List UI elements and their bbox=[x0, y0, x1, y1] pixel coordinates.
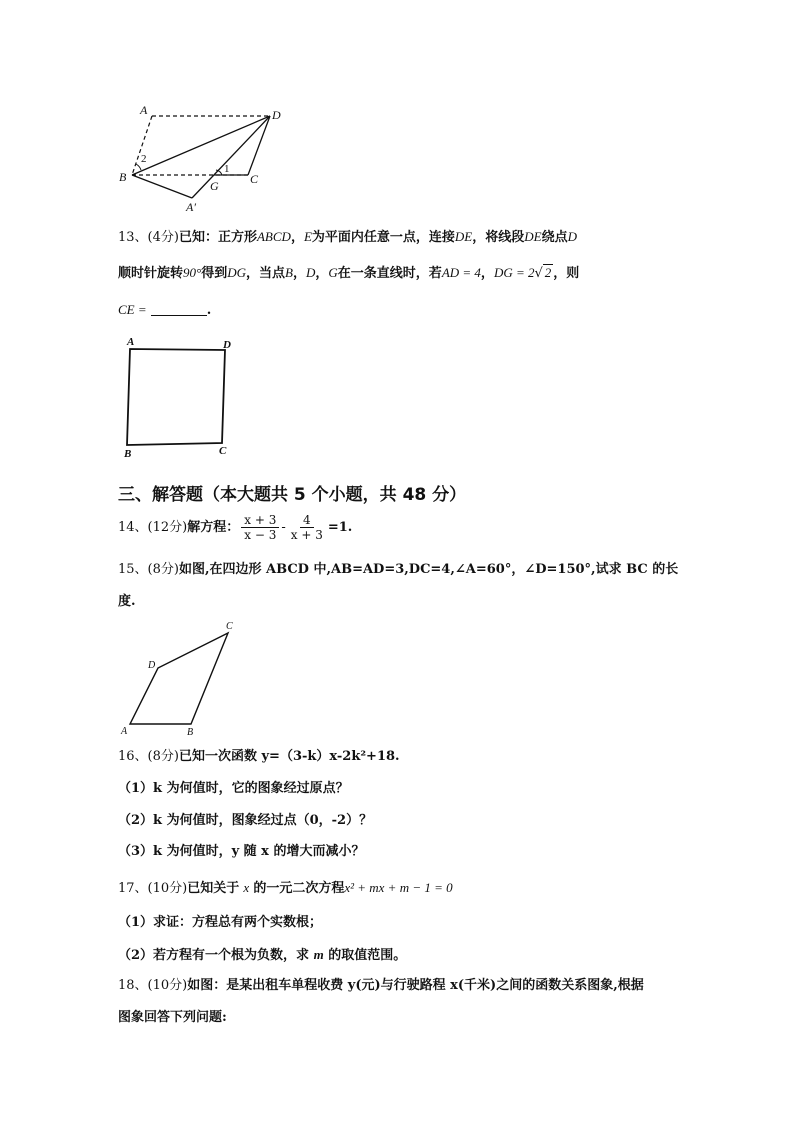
fig15-label-b: B bbox=[187, 727, 194, 738]
q13-period: . bbox=[206, 303, 212, 318]
q14-frac1-den: x − 3 bbox=[244, 528, 277, 542]
fig13-label-c: C bbox=[219, 445, 227, 457]
q15-text-1: 如图,在四边形 ABCD 中,AB=AD=3,DC=4,∠A=60°，∠D=150°,试求 BC 的长 bbox=[178, 562, 679, 577]
fig13-square bbox=[127, 349, 225, 445]
fig12-label-b: B bbox=[119, 170, 127, 184]
q18-number: 18、(10分) bbox=[118, 978, 188, 993]
q13-text-1e: 绕点 bbox=[541, 230, 568, 245]
q16-sub3: （3）k 为何值时，y 随 x 的增大而减小？ bbox=[118, 844, 365, 859]
q18-text-1: 如图：是某出租车单程收费 y(元)与行驶路程 x(千米)之间的函数关系图象,根据 bbox=[187, 978, 644, 993]
q16-text: 已知一次函数 y=（3-k）x-2k²+18. bbox=[178, 749, 400, 764]
q13-deg: 90° bbox=[183, 265, 202, 280]
q13-de2: DE bbox=[524, 229, 542, 244]
q13-line1 bbox=[118, 228, 577, 247]
q13-text-1d: ，将线段 bbox=[472, 230, 525, 245]
q13-text-2d: 在一条直线时，若 bbox=[337, 266, 442, 281]
q17-line bbox=[118, 879, 453, 898]
q13-text-2a: 顺时针旋转 bbox=[118, 266, 184, 281]
q13-text-2f: ，则 bbox=[553, 266, 580, 281]
q17-text-a: 已知关于 bbox=[187, 881, 240, 896]
fig15-quadrilateral bbox=[130, 633, 228, 724]
q17-sub2-a: （2）若方程有一个根为负数，求 bbox=[118, 948, 310, 963]
q13-pt-g: G bbox=[328, 265, 338, 280]
q17-var: x bbox=[243, 880, 250, 895]
fig13-label-d: D bbox=[223, 339, 231, 351]
fig12-label-a: A bbox=[140, 103, 148, 117]
section3-title: 三、解答题（本大题共 5 个小题，共 48 分） bbox=[118, 485, 467, 505]
q16-sub1: （1）k 为何值时，它的图象经过原点？ bbox=[118, 781, 349, 796]
fig13-label-b: B bbox=[124, 448, 132, 460]
q14-line bbox=[118, 513, 352, 542]
fig12-line-bd bbox=[132, 116, 270, 175]
q14-fraction-1 bbox=[241, 513, 279, 542]
fig12-label-1: 1 bbox=[224, 163, 230, 175]
q14-minus: - bbox=[281, 519, 286, 535]
q17-text-b: 的一元二次方程 bbox=[253, 881, 345, 896]
q13-dpt: D bbox=[567, 229, 578, 244]
q16-line bbox=[118, 748, 400, 766]
fig15-label-c: C bbox=[226, 621, 233, 632]
q13-text-2e: ， bbox=[480, 266, 494, 281]
fig15-label-a: A bbox=[121, 726, 128, 737]
q14-fraction-2 bbox=[288, 513, 326, 542]
q15-line1 bbox=[118, 561, 678, 579]
q13-text-2b: 得到 bbox=[201, 266, 228, 281]
fig12-dashed-ab bbox=[132, 116, 152, 175]
q13-abcd: ABCD bbox=[256, 229, 291, 244]
fig13-label-a: A bbox=[127, 336, 135, 348]
fig12-label-c: C bbox=[250, 172, 259, 186]
fig12-line-da bbox=[192, 116, 270, 198]
q13-e: E bbox=[303, 229, 312, 244]
fig12-label-d: D bbox=[272, 108, 281, 122]
q18-line1 bbox=[118, 977, 644, 995]
q13-answer-blank[interactable] bbox=[151, 303, 207, 316]
q13-ce: CE = bbox=[118, 302, 147, 317]
q13-line3 bbox=[118, 301, 211, 320]
q13-dg2: DG = 2 bbox=[493, 265, 535, 280]
q13-text-1a: 已知：正方形 bbox=[178, 230, 257, 245]
q17-equation: x² + mx + m − 1 = 0 bbox=[344, 880, 453, 895]
fig12-line-ba bbox=[132, 175, 192, 198]
q17-sub2-m: m bbox=[313, 947, 324, 962]
q13-text-1b: ， bbox=[290, 230, 304, 245]
q13-number: 13、(4分) bbox=[118, 230, 179, 245]
q13-sep1: ， bbox=[292, 266, 306, 281]
q13-pt-d: D bbox=[306, 265, 316, 280]
q17-sub1: （1）求证：方程总有两个实数根； bbox=[118, 915, 323, 930]
q16-number: 16、(8分) bbox=[118, 749, 179, 764]
q15-number: 15、(8分) bbox=[118, 562, 179, 577]
q14-number: 14、(12分) bbox=[118, 519, 188, 535]
q17-sub2-b: 的取值范围。 bbox=[328, 948, 407, 963]
q14-text: 解方程： bbox=[187, 519, 240, 535]
q13-text-2c: ，当点 bbox=[246, 266, 286, 281]
q13-sqrt: √ 2 bbox=[534, 265, 552, 281]
q14-rhs: =1. bbox=[327, 519, 353, 535]
q16-sub2: （2）k 为何值时，图象经过点（0，-2）？ bbox=[118, 813, 373, 828]
q14-frac2-num: 4 bbox=[300, 513, 314, 528]
q13-dg: DG bbox=[227, 265, 247, 280]
q13-sep2: ， bbox=[315, 266, 329, 281]
q15-line2: 度. bbox=[118, 594, 136, 609]
figure-q12 bbox=[110, 100, 310, 215]
q13-line2 bbox=[118, 264, 579, 283]
figure-q15 bbox=[115, 618, 245, 740]
q17-number: 17、(10分) bbox=[118, 881, 188, 896]
fig15-label-d: D bbox=[148, 660, 156, 671]
fig12-label-g: G bbox=[210, 179, 219, 193]
q17-sub2 bbox=[118, 946, 406, 965]
q13-ad: AD = 4 bbox=[441, 265, 481, 280]
fig12-line-dc bbox=[248, 116, 270, 175]
fig12-label-aprime: A′ bbox=[186, 200, 196, 214]
q13-de: DE bbox=[454, 229, 473, 244]
q13-text-1c: 为平面内任意一点，连接 bbox=[311, 230, 455, 245]
q13-sqrt-radicand: 2 bbox=[544, 265, 552, 280]
fig12-label-2: 2 bbox=[141, 153, 147, 165]
q18-line2: 图象回答下列问题: bbox=[118, 1010, 227, 1025]
figure-q13-square bbox=[115, 334, 245, 462]
q13-pt-b: B bbox=[285, 265, 293, 280]
q14-frac2-den: x + 3 bbox=[290, 528, 323, 542]
q14-frac1-num: x + 3 bbox=[241, 513, 279, 528]
